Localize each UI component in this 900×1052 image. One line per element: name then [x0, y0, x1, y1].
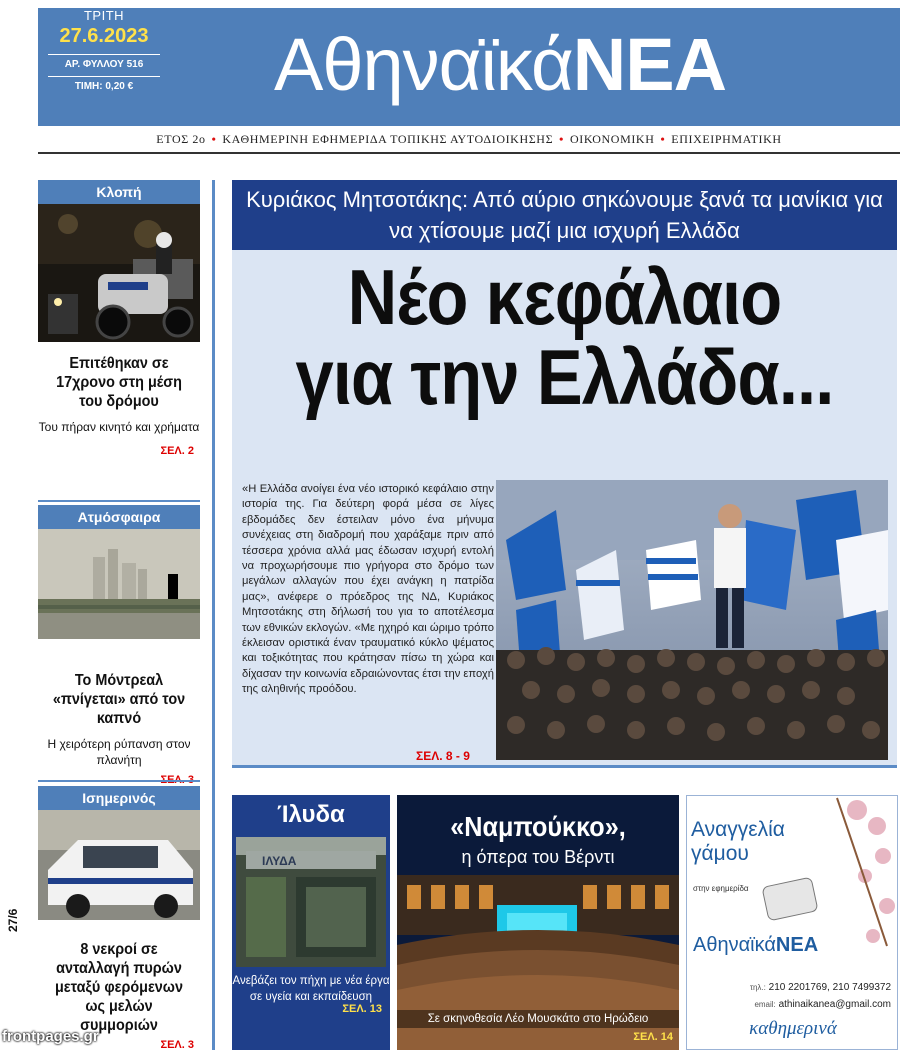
- issue-date: 27.6.2023: [59, 25, 149, 47]
- phone-label: τηλ.:: [749, 983, 766, 992]
- page-reference[interactable]: ΣΕΛ. 3: [160, 774, 194, 786]
- main-headline-line-2[interactable]: για την Ελλάδα...: [295, 333, 834, 421]
- ilyda-sign: ΙΛΥΔΑ: [262, 854, 297, 868]
- ad-phone[interactable]: 210 2201769, 210 7499372: [768, 982, 891, 993]
- sidebar-story-ecuador[interactable]: [38, 786, 200, 1051]
- email-label: email:: [754, 1000, 776, 1009]
- logo-bold-text: ΝΕΑ: [572, 23, 727, 106]
- story-headline[interactable]: Το Μόντρεαλ «πνίγεται» από τον καπνό: [52, 672, 186, 727]
- ad-title-line-1: Αναγγελία: [691, 818, 785, 841]
- ad-logo: [693, 934, 818, 957]
- issue-info: [48, 8, 160, 92]
- divider: [38, 500, 200, 502]
- tagline: ΕΤΟΣ 2ο • ΚΑΘΗΜΕΡΙΝΗ ΕΦΗΜΕΡΙΔΑ ΤΟΠΙΚΗΣ ΑΥΤΟΔΙΟΙΚΗΣΗΣ • ΟΙΚΟΝΟΜΙΚΗ • ΕΠΙΧΕΙΡΗΜΑΤΙΚΗ: [156, 132, 782, 146]
- sidebar-story-theft[interactable]: [38, 180, 200, 457]
- main-story[interactable]: [232, 180, 897, 768]
- ad-logo-thin: Αθηναϊκά: [693, 934, 776, 956]
- opera-story[interactable]: [397, 795, 679, 1050]
- opera-title[interactable]: «Ναμπούκκο»,: [450, 811, 626, 842]
- logo-thin-text: Αθηναϊκά: [274, 23, 573, 106]
- divider: [48, 76, 160, 77]
- police-car-photo: [38, 810, 200, 920]
- section-label: Ισημερινός: [38, 786, 200, 810]
- story-headline[interactable]: Επιτέθηκαν σε 17χρονο στη μέση του δρόμου: [56, 355, 182, 410]
- issue-price: ΤΙΜΗ: 0,20 €: [74, 81, 134, 92]
- ilyda-text: Ανεβάζει τον πήχη με νέα έργα σε υγεία και εκπαίδευση: [232, 975, 390, 1003]
- opera-subtitle: η όπερα του Βέρντι: [461, 847, 615, 867]
- ad-subtitle: στην εφημερίδα: [693, 884, 749, 893]
- issue-number: ΑΡ. ΦΥΛΛΟΥ 516: [64, 59, 144, 70]
- ad-email[interactable]: athinaikanea@gmail.com: [778, 999, 891, 1010]
- page-reference[interactable]: ΣΕΛ. 14: [633, 1031, 673, 1043]
- main-kicker[interactable]: Κυριάκος Μητσοτάκης: Από αύριο σηκώνουμε ξανά τα μανίκια για να χτίσουμε μαζί μια ισχυρή Ελλάδα: [232, 180, 897, 250]
- ad-logo-bold: ΝΕΑ: [775, 934, 819, 956]
- tagline-type: ΚΑΘΗΜΕΡΙΝΗ ΕΦΗΜΕΡΙΔΑ ΤΟΠΙΚΗΣ ΑΥΤΟΔΙΟΙΚΗΣΗΣ: [222, 132, 554, 146]
- story-headline[interactable]: 8 νεκροί σε ανταλλαγή πυρών μεταξύ φερόμενων ως μελών συμμοριών: [55, 941, 183, 1034]
- column-divider: [212, 180, 215, 1050]
- section-label: Ατμόσφαιρα: [38, 505, 200, 529]
- masthead: [38, 8, 900, 126]
- story-subtitle: Η χειρότερη ρύπανση στον πλανήτη: [47, 737, 191, 767]
- rally-photo: [496, 480, 888, 760]
- spine-date: 27/6: [6, 908, 20, 932]
- tagline-year: ΕΤΟΣ 2ο: [156, 132, 206, 146]
- opera-caption: Σε σκηνοθεσία Λέο Μουσκάτο στο Ηρώδειο: [397, 1010, 679, 1028]
- issue-day: ΤΡΙΤΗ: [83, 8, 125, 23]
- ilyda-building-photo: [236, 837, 386, 967]
- divider: [38, 152, 900, 154]
- main-body-text: «Η Ελλάδα ανοίγει ένα νέο ιστορικό κεφάλαιο στην ιστορία της. Για δεύτερη φορά μέσα σε λίγες εβδομάδες δεν έστειλαν μόνο ένα μήνυμα συνέχειας στη διαδρομή που χαράξαμε πριν από τέσσερα χρόνια αλλά μας έδωσαν ισχυρή εντολή να προχωρήσουμε πιο γρήγορα στο δρόμο των μεγάλων αλλαγών που έχει ανάγκη η πατρίδα μας», ανέφερε ο πρόεδρος της ΝΔ, Κυριάκος Μητσοτάκης στη δήλωσή του για το αποτέλεσμα των εθνικών εκλογών. «Με ηχηρό και ώριμο τρόπο έκλεισαν οριστικά έναν τραυματικό κύκλο ψέματος και τοξικότητας που κράτησαν πίσω τη χώρα και δίχασαν την κοινωνία εδραιώνοντας έτσι την εποχή της αληθινής προόδου.: [242, 483, 494, 696]
- sidebar-story-montreal[interactable]: [38, 505, 200, 786]
- story-subtitle: Του πήραν κινητό και χρήματα: [38, 420, 200, 434]
- newspaper-logo[interactable]: [274, 20, 726, 110]
- tagline-economy: ΟΙΚΟΝΟΜΙΚΗ: [569, 132, 655, 146]
- watermark: frontpages.gr: [2, 1028, 99, 1045]
- page-reference[interactable]: ΣΕΛ. 2: [160, 445, 194, 457]
- ad-title-line-2: γάμου: [691, 842, 749, 865]
- main-headline-line-1[interactable]: Νέο κεφάλαιο: [347, 253, 782, 341]
- page-reference[interactable]: ΣΕΛ. 13: [342, 1003, 382, 1015]
- ad-daily: καθημερινά: [749, 1018, 837, 1039]
- wedding-ad[interactable]: [686, 795, 898, 1050]
- ad-contact: [750, 979, 891, 1013]
- section-label: Κλοπή: [38, 180, 200, 204]
- police-motorcycle-photo: [38, 204, 200, 342]
- smoggy-city-photo: [38, 529, 200, 639]
- page-reference[interactable]: ΣΕΛ. 8 - 9: [416, 749, 470, 763]
- ilyda-story[interactable]: [232, 795, 390, 1050]
- tagline-business: ΕΠΙΧΕΙΡΗΜΑΤΙΚΗ: [671, 132, 782, 146]
- divider: [48, 54, 160, 55]
- page-reference[interactable]: ΣΕΛ. 3: [160, 1039, 194, 1051]
- divider: [38, 780, 200, 782]
- ilyda-title[interactable]: Ίλυδα: [277, 801, 345, 828]
